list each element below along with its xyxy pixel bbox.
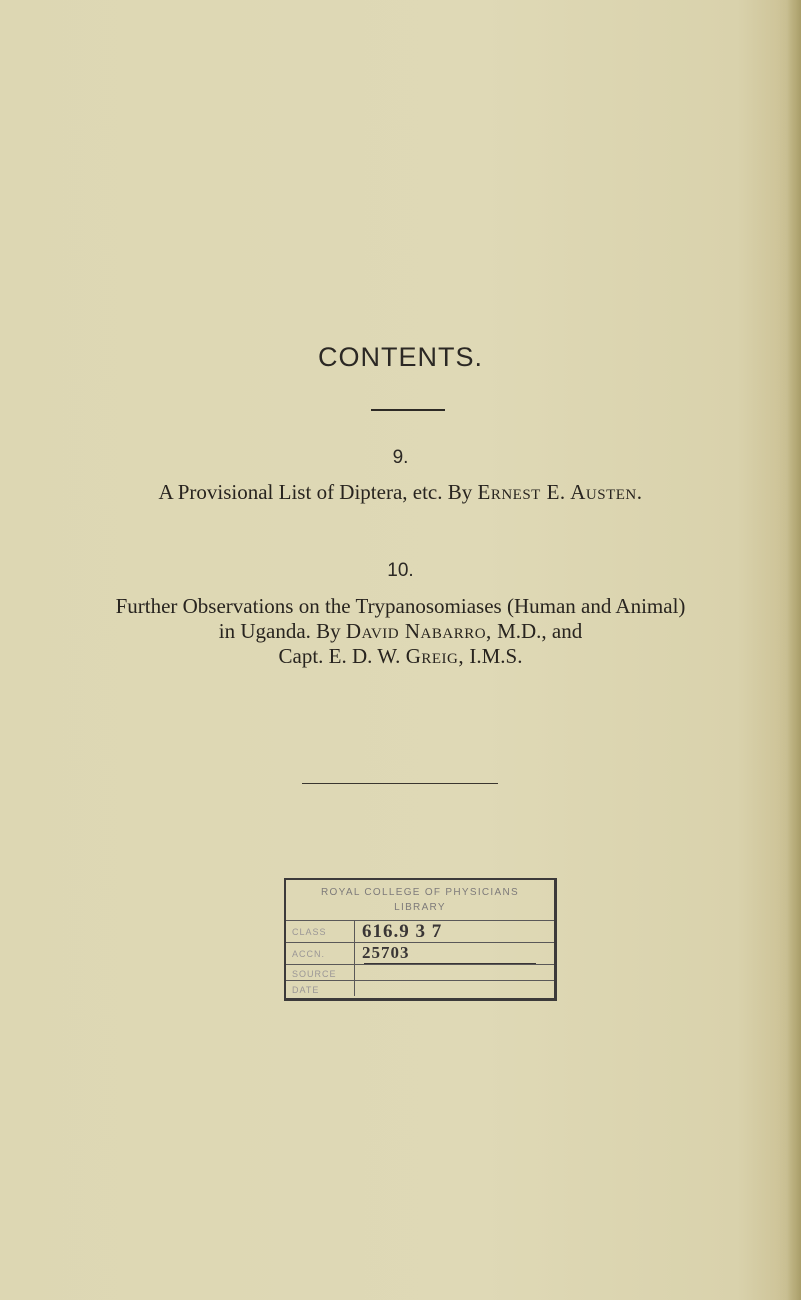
stamp-label: CLASS <box>292 927 327 937</box>
entry-number: 10. <box>387 560 414 581</box>
entry-title-line <box>0 594 801 619</box>
stamp-library: LIBRARY <box>394 902 446 913</box>
stamp-divider <box>354 981 355 996</box>
stamp-row-accn <box>286 942 554 965</box>
title-rule <box>371 409 445 411</box>
entry-title-text: A Provisional List of Diptera, etc. By <box>158 480 478 504</box>
stamp-divider <box>354 921 355 943</box>
stamp-divider <box>354 965 355 981</box>
stamp-row-class <box>286 920 554 943</box>
stamp-accn-value: 25703 <box>362 943 410 962</box>
entry-number: 9. <box>392 447 409 468</box>
entry-title-text: in Uganda. By <box>218 619 346 643</box>
entry-author: David Nabarro, <box>345 619 492 643</box>
stamp-label: DATE <box>292 985 320 995</box>
entry-title-line <box>0 619 801 644</box>
stamp-label: SOURCE <box>292 969 337 979</box>
entry-title-text: M.D., and <box>491 619 583 643</box>
stamp-row-date <box>286 980 554 996</box>
section-end-rule <box>302 783 498 784</box>
entry-title-line <box>0 644 801 669</box>
stamp-institution: ROYAL COLLEGE OF PHYSICIANS <box>321 887 519 898</box>
entry-title-text: Capt. E. D. W. <box>278 644 406 668</box>
entry-title-line <box>0 480 801 505</box>
entry-author: Greig, <box>405 644 465 668</box>
page-title: CONTENTS. <box>317 342 483 372</box>
stamp-row-source <box>286 964 554 981</box>
entry-title-text: Further Observations on the Trypanosomiases (Human and Animal) <box>115 594 686 618</box>
stamp-class-value: 616.9 3 7 <box>362 921 443 942</box>
entry-title-text: I.M.S. <box>464 644 523 668</box>
entry-author: Ernest E. Austen. <box>477 480 643 504</box>
stamp-divider <box>354 943 355 965</box>
library-stamp <box>284 878 557 1001</box>
stamp-label: ACCN. <box>292 949 326 959</box>
